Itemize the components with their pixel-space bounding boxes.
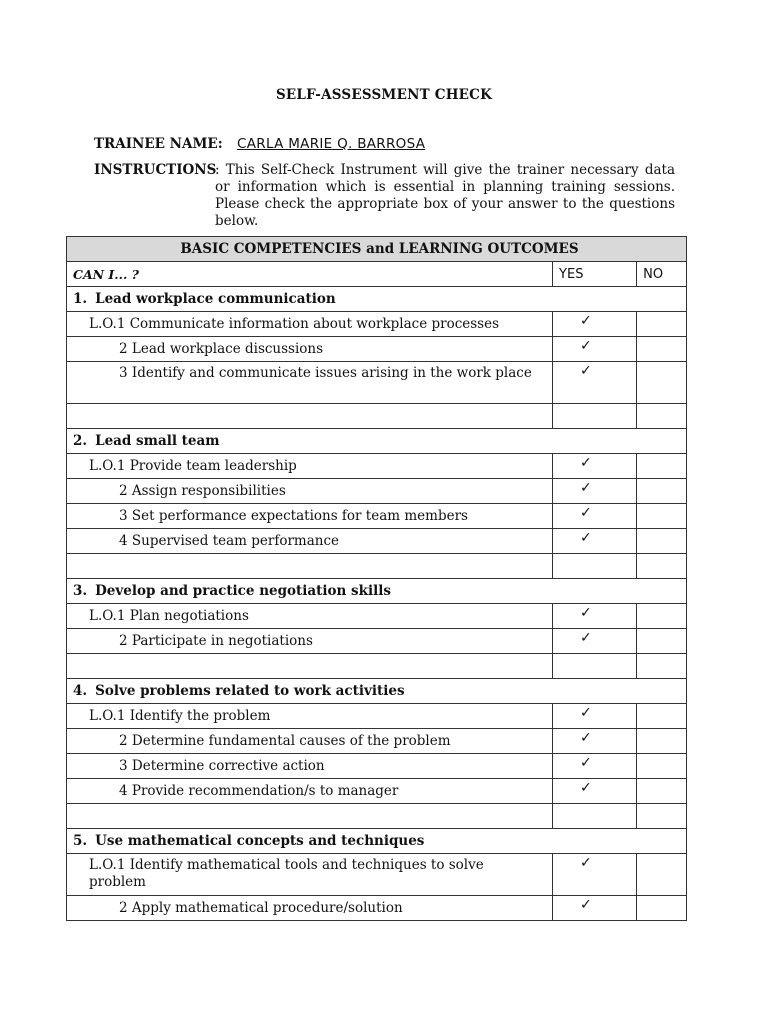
outcome-row <box>67 337 687 362</box>
check-mark-icon: ✓ <box>580 780 592 796</box>
competency-title <box>67 287 687 312</box>
trainee-name-line <box>94 136 425 152</box>
no-checkbox-cell[interactable] <box>637 754 687 779</box>
blank-row <box>67 804 687 829</box>
trainee-name-value: CARLA MARIE Q. BARROSA <box>237 136 426 152</box>
competency-number: 2. <box>73 433 88 449</box>
no-checkbox-cell[interactable] <box>637 629 687 654</box>
outcome-row <box>67 454 687 479</box>
yes-checkbox-cell[interactable] <box>553 504 637 529</box>
check-mark-icon: ✓ <box>580 338 592 354</box>
check-mark-icon: ✓ <box>580 363 592 379</box>
outcome-text: 2 Apply mathematical procedure/solution <box>67 896 553 921</box>
outcome-row <box>67 704 687 729</box>
competency-title-text: Develop and practice negotiation skills <box>95 583 391 599</box>
competency-row <box>67 829 687 854</box>
blank-row <box>67 404 687 429</box>
competency-row <box>67 429 687 454</box>
outcome-text: 4 Provide recommendation/s to manager <box>67 779 553 804</box>
yes-checkbox-cell[interactable] <box>553 854 637 896</box>
no-checkbox-cell[interactable] <box>637 896 687 921</box>
competency-title <box>67 829 687 854</box>
blank-cell <box>553 654 637 679</box>
no-checkbox-cell[interactable] <box>637 337 687 362</box>
no-checkbox-cell[interactable] <box>637 704 687 729</box>
blank-cell <box>637 654 687 679</box>
outcome-text: 3 Identify and communicate issues arising in the work place <box>67 362 553 404</box>
check-mark-icon: ✓ <box>580 755 592 771</box>
yes-checkbox-cell[interactable] <box>553 779 637 804</box>
blank-row <box>67 554 687 579</box>
competency-title <box>67 429 687 454</box>
yes-checkbox-cell[interactable] <box>553 454 637 479</box>
check-mark-icon: ✓ <box>580 730 592 746</box>
instructions-text <box>215 162 675 230</box>
competency-row <box>67 287 687 312</box>
outcome-row <box>67 854 687 896</box>
yes-checkbox-cell[interactable] <box>553 337 637 362</box>
outcome-text: L.O.1 Identify the problem <box>67 704 553 729</box>
blank-cell <box>67 654 553 679</box>
check-mark-icon: ✓ <box>580 605 592 621</box>
instructions-body: : This Self-Check Instrument will give the trainer necessary data or information which is essential in planning training sessions. Please check the appropriate box of your answer to the questions below. <box>215 162 675 229</box>
check-mark-icon: ✓ <box>580 855 592 871</box>
competency-title-text: Lead small team <box>95 433 220 449</box>
yes-checkbox-cell[interactable] <box>553 629 637 654</box>
outcome-row <box>67 504 687 529</box>
no-header: NO <box>637 262 687 287</box>
blank-cell <box>637 404 687 429</box>
no-checkbox-cell[interactable] <box>637 312 687 337</box>
outcome-text: L.O.1 Provide team leadership <box>67 454 553 479</box>
yes-checkbox-cell[interactable] <box>553 754 637 779</box>
no-checkbox-cell[interactable] <box>637 779 687 804</box>
check-mark-icon: ✓ <box>580 897 592 913</box>
outcome-row <box>67 754 687 779</box>
blank-cell <box>67 554 553 579</box>
yes-checkbox-cell[interactable] <box>553 529 637 554</box>
competency-title <box>67 579 687 604</box>
competency-title-text: Solve problems related to work activities <box>95 683 405 699</box>
no-checkbox-cell[interactable] <box>637 729 687 754</box>
yes-checkbox-cell[interactable] <box>553 312 637 337</box>
blank-cell <box>553 804 637 829</box>
outcome-text: 2 Lead workplace discussions <box>67 337 553 362</box>
no-checkbox-cell[interactable] <box>637 454 687 479</box>
competency-title-text: Use mathematical concepts and techniques <box>95 833 425 849</box>
outcome-row <box>67 312 687 337</box>
column-header-row <box>67 262 687 287</box>
yes-checkbox-cell[interactable] <box>553 604 637 629</box>
outcome-row <box>67 729 687 754</box>
blank-cell <box>553 404 637 429</box>
blank-cell <box>637 554 687 579</box>
competency-number: 3. <box>73 583 88 599</box>
no-checkbox-cell[interactable] <box>637 854 687 896</box>
outcome-row <box>67 779 687 804</box>
page-title: SELF-ASSESSMENT CHECK <box>275 87 493 103</box>
check-mark-icon: ✓ <box>580 630 592 646</box>
outcome-text: L.O.1 Communicate information about workplace processes <box>67 312 553 337</box>
yes-header: YES <box>553 262 637 287</box>
outcome-text: 3 Determine corrective action <box>67 754 553 779</box>
blank-cell <box>637 804 687 829</box>
blank-cell <box>553 554 637 579</box>
instructions-label: INSTRUCTIONS <box>94 162 217 178</box>
no-checkbox-cell[interactable] <box>637 504 687 529</box>
check-mark-icon: ✓ <box>580 705 592 721</box>
outcome-row <box>67 896 687 921</box>
check-mark-icon: ✓ <box>580 313 592 329</box>
competency-number: 5. <box>73 833 88 849</box>
yes-checkbox-cell[interactable] <box>553 704 637 729</box>
table-header-row <box>67 237 687 262</box>
blank-row <box>67 654 687 679</box>
competency-number: 4. <box>73 683 88 699</box>
competency-row <box>67 679 687 704</box>
check-mark-icon: ✓ <box>580 505 592 521</box>
no-checkbox-cell[interactable] <box>637 479 687 504</box>
outcome-text: 2 Participate in negotiations <box>67 629 553 654</box>
blank-cell <box>67 804 553 829</box>
competency-title <box>67 679 687 704</box>
outcome-row <box>67 529 687 554</box>
outcome-text: 4 Supervised team performance <box>67 529 553 554</box>
check-mark-icon: ✓ <box>580 455 592 471</box>
no-checkbox-cell[interactable] <box>637 362 687 404</box>
outcome-row <box>67 479 687 504</box>
outcome-row <box>67 604 687 629</box>
outcome-text: 2 Determine fundamental causes of the problem <box>67 729 553 754</box>
yes-checkbox-cell[interactable] <box>553 896 637 921</box>
no-checkbox-cell[interactable] <box>637 529 687 554</box>
can-i-header: CAN I... ? <box>67 262 553 287</box>
competency-row <box>67 579 687 604</box>
yes-checkbox-cell[interactable] <box>553 479 637 504</box>
check-mark-icon: ✓ <box>580 480 592 496</box>
blank-cell <box>67 404 553 429</box>
no-checkbox-cell[interactable] <box>637 604 687 629</box>
competency-rows <box>67 287 687 921</box>
outcome-text: 3 Set performance expectations for team members <box>67 504 553 529</box>
yes-checkbox-cell[interactable] <box>553 362 637 404</box>
assessment-table <box>66 236 687 921</box>
outcome-row <box>67 629 687 654</box>
competency-number: 1. <box>73 291 88 307</box>
outcome-text: 2 Assign responsibilities <box>67 479 553 504</box>
trainee-name-label: TRAINEE NAME: <box>94 136 223 152</box>
outcome-row <box>67 362 687 404</box>
yes-checkbox-cell[interactable] <box>553 729 637 754</box>
outcome-text: L.O.1 Identify mathematical tools and techniques to solve problem <box>67 854 553 896</box>
check-mark-icon: ✓ <box>580 530 592 546</box>
outcome-text: L.O.1 Plan negotiations <box>67 604 553 629</box>
competency-title-text: Lead workplace communication <box>95 291 336 307</box>
table-header: BASIC COMPETENCIES and LEARNING OUTCOMES <box>67 237 687 262</box>
